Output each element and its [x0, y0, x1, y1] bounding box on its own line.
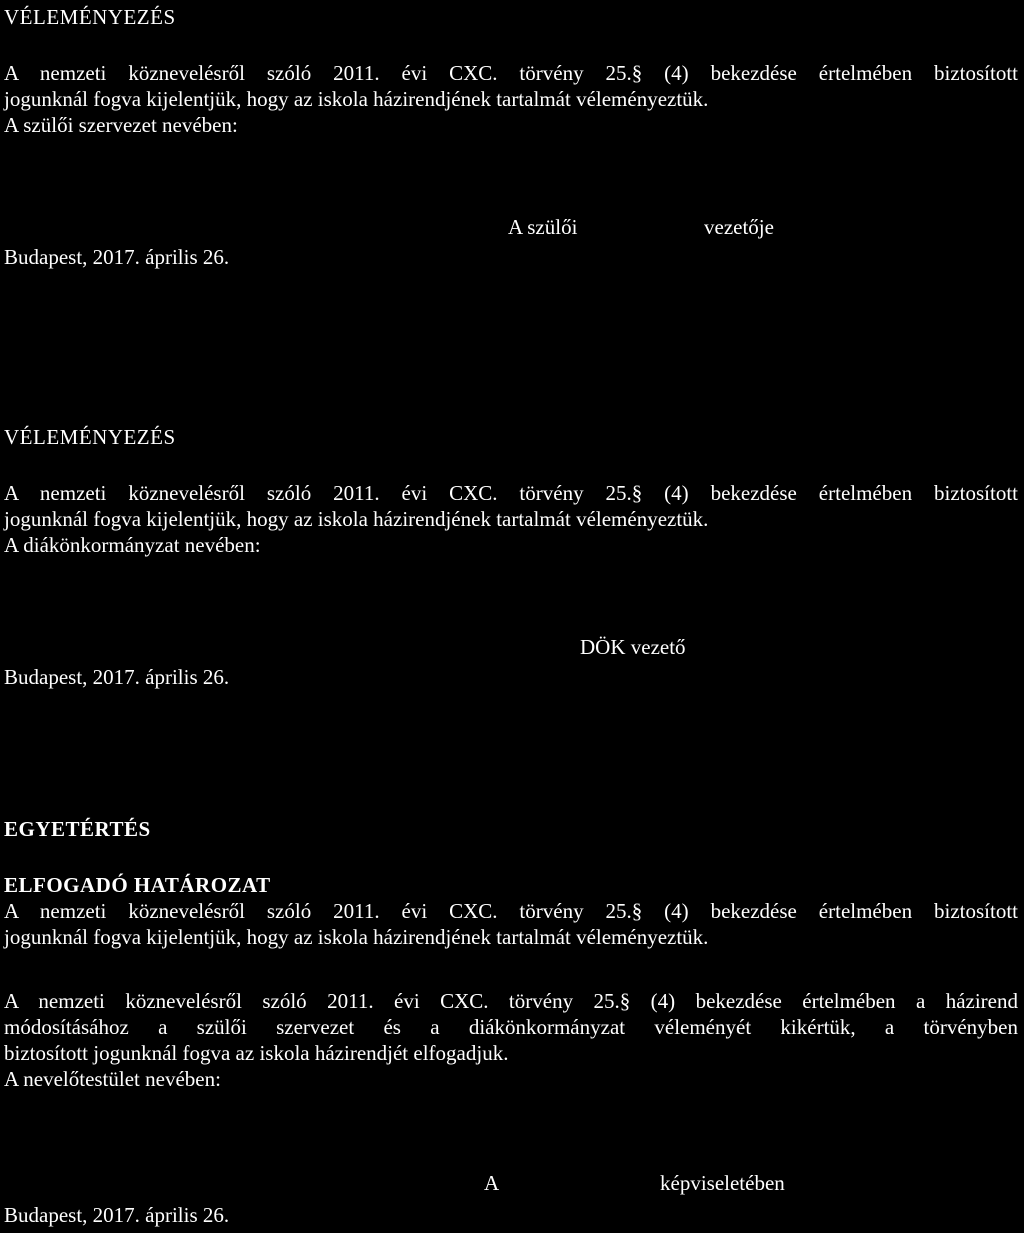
- section-3-signature-label-a: A: [484, 1171, 500, 1195]
- section-2-heading: VÉLEMÉNYEZÉS: [4, 425, 176, 449]
- section-3-a-line-1: A nemzeti köznevelésről szóló 2011. évi CXC. törvény 25.§ (4) bekezdése értelmében biztosított: [4, 899, 1018, 923]
- section-1-heading: VÉLEMÉNYEZÉS: [4, 5, 176, 29]
- section-3-a-line-2: jogunknál fogva kijelentjük, hogy az iskola házirendjének tartalmát véleményeztük.: [4, 925, 709, 949]
- section-3-signature-label-b: képviseletében: [660, 1171, 785, 1195]
- section-1-body: [4, 60, 1018, 138]
- section-1-line-1: A nemzeti köznevelésről szóló 2011. évi CXC. törvény 25.§ (4) bekezdése értelmében biztosított: [4, 61, 1018, 85]
- section-2-place-date: Budapest, 2017. április 26.: [4, 665, 230, 689]
- section-3-subheading: ELFOGADÓ HATÁROZAT: [4, 873, 271, 897]
- section-1-signature-label-a: A szülői: [508, 215, 578, 239]
- section-3-b-line-4: A nevelőtestület nevében:: [4, 1067, 221, 1091]
- section-3-b-line-2: módosításához a szülői szervezet és a diákönkormányzat véleményét kikértük, a törvényben: [4, 1015, 1018, 1039]
- section-2-line-1: A nemzeti köznevelésről szóló 2011. évi CXC. törvény 25.§ (4) bekezdése értelmében biztosított: [4, 481, 1018, 505]
- section-1-line-3: A szülői szervezet nevében:: [4, 113, 238, 137]
- section-1-signature-label-b: vezetője: [704, 215, 774, 239]
- section-3-heading: EGYETÉRTÉS: [4, 817, 151, 841]
- section-3-body-b: [4, 988, 1018, 1092]
- section-3-b-line-1: A nemzeti köznevelésről szóló 2011. évi CXC. törvény 25.§ (4) bekezdése értelmében a házirend: [4, 989, 1018, 1013]
- section-1-place-date: Budapest, 2017. április 26.: [4, 245, 230, 269]
- section-3-b-line-3: biztosított jogunknál fogva az iskola házirendjét elfogadjuk.: [4, 1041, 509, 1065]
- section-2-line-2: jogunknál fogva kijelentjük, hogy az iskola házirendjének tartalmát véleményeztük.: [4, 507, 709, 531]
- section-1-line-2: jogunknál fogva kijelentjük, hogy az iskola házirendjének tartalmát véleményeztük.: [4, 87, 709, 111]
- section-2-line-3: A diákönkormányzat nevében:: [4, 533, 261, 557]
- section-2-body: [4, 480, 1018, 558]
- section-2-signature-label: DÖK vezető: [580, 635, 686, 659]
- section-3-place-date: Budapest, 2017. április 26.: [4, 1203, 230, 1227]
- section-3-body-a: [4, 898, 1018, 950]
